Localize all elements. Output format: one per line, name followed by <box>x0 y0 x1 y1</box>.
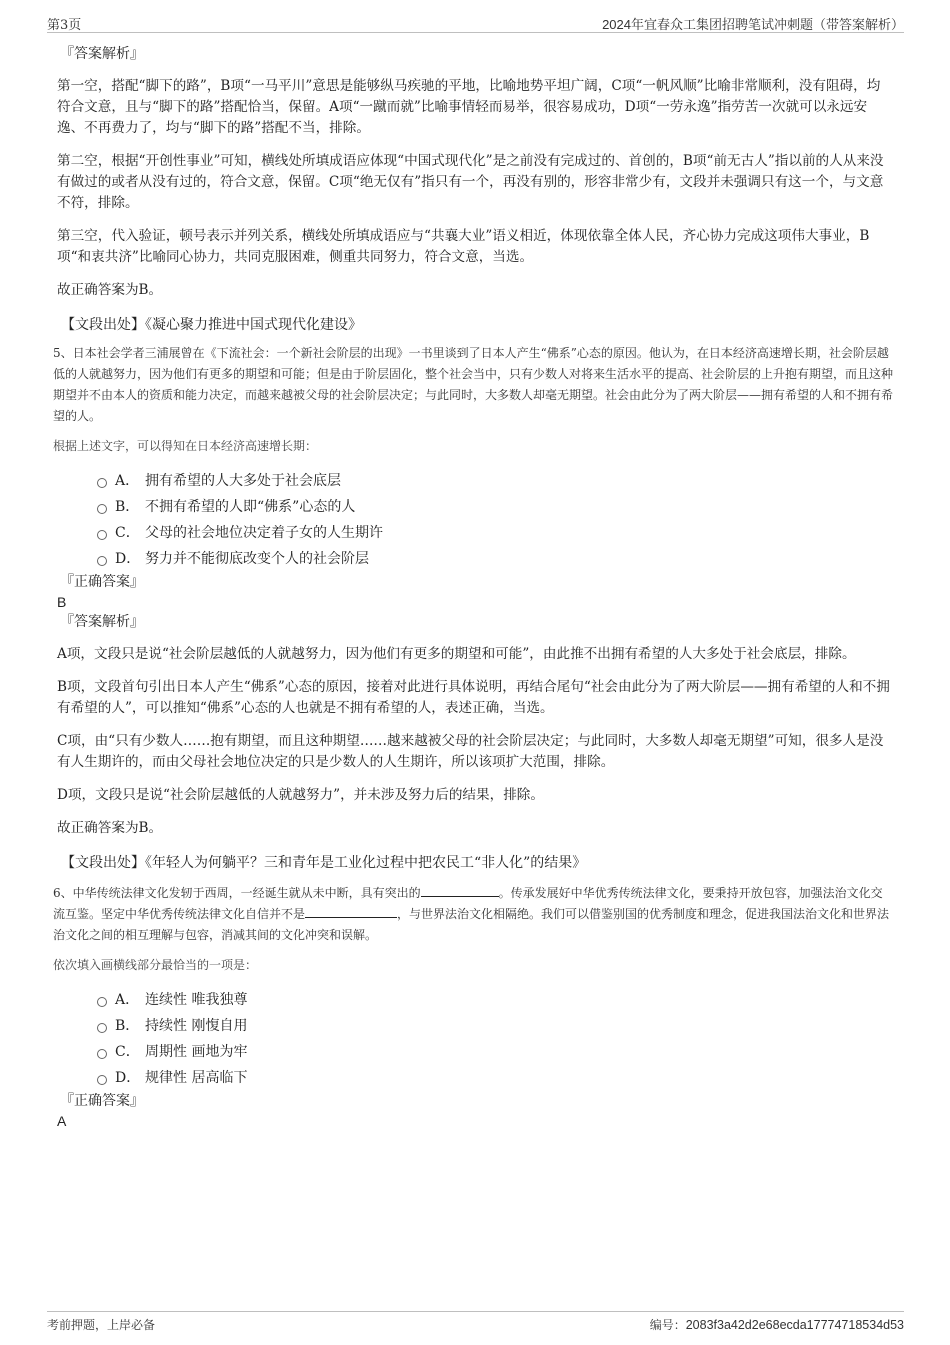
correct-answer-tag: 『正确答案』 <box>60 1093 144 1109</box>
fill-blank-2 <box>305 905 397 918</box>
analysis-paragraph: A项，文段只是说“社会阶层越低的人就越努力，因为他们有更多的期望和可能”，由此推不出拥有希望的人大多处于社会底层，排除。 <box>57 646 856 662</box>
option-c[interactable]: C． 父母的社会地位决定着子女的人生期许 <box>97 520 893 546</box>
radio-icon[interactable] <box>97 1049 107 1059</box>
question-6-prompt: 依次填入画横线部分最恰当的一项是： <box>53 958 258 972</box>
analysis-paragraph: D项，文段只是说“社会阶层越低的人就越努力”，并未涉及努力后的结果，排除。 <box>57 787 544 803</box>
radio-icon[interactable] <box>97 504 107 514</box>
document-code: 编号：2083f3a42d2e68ecda17774718534d53 <box>649 1318 904 1332</box>
option-c[interactable]: C． 周期性 画地为牢 <box>97 1039 893 1065</box>
analysis-paragraph: 第三空，代入验证，顿号表示并列关系，横线处所填成语应与“共襄大业”语义相近，体现依靠全体人民，齐心协力完成这项伟大事业，B项“和衷共济”比喻同心协力，共同克服困难，侧重共同努力，符合文意，当选。 <box>57 228 870 265</box>
question-5-text: 5、日本社会学者三浦展曾在《下流社会：一个新社会阶层的出现》一书里谈到了日本人产生“佛系”心态的原因。他认为，在日本经济高速增长期，社会阶层越低的人就越努力，因为他们有更多的期望和可能；但是由于阶层固化，整个社会当中，只有少数人对将来生活水平的提高、社会阶层的上升抱有期望，而且这种期望并不由本人的资质和能力决定，而越来越被父母的社会阶层决定；与此同时，大多数人却毫无期望。社会由此分为了两大阶层——拥有希望的人和不拥有希望的人。 <box>53 346 894 423</box>
question-5-options <box>97 468 893 572</box>
correct-answer: B <box>57 594 67 610</box>
page-footer <box>47 1311 904 1334</box>
option-d[interactable]: D． 规律性 居高临下 <box>97 1065 893 1091</box>
correct-answer-tag: 『正确答案』 <box>60 574 144 590</box>
radio-icon[interactable] <box>97 530 107 540</box>
analysis-conclusion: 故正确答案为B。 <box>57 282 163 298</box>
radio-icon[interactable] <box>97 1023 107 1033</box>
analysis-paragraph: 第一空，搭配“脚下的路”，B项“一马平川”意思是能够纵马疾驰的平地，比喻地势平坦广阔，C项“一帆风顺”比喻非常顺利，没有阻碍，均符合文意，且与“脚下的路”搭配恰当，保留。A项“一蹴而就”比喻事情轻而易举，很容易成功，D项“一劳永逸”指劳苦一次就可以永远安逸、不再费力了，均与“脚下的路”搭配不当，排除。 <box>57 78 881 136</box>
analysis-tag: 『答案解析』 <box>60 46 144 62</box>
question-6-text: 6、中华传统法律文化发轫于西周，一经诞生就从未中断，具有突出的 。传承发展好中华优秀传统法律文化，要秉持开放包容，加强法治文化交流互鉴。坚定中华优秀传统法律文化自信并不是 ，与世界法治文化相隔绝。我们可以借鉴别国的优秀制度和理念，促进我国法治文化和世界法治文化之间的相互理解与包容，消减其间的文化冲突和误解。 <box>53 886 890 942</box>
option-a[interactable]: A． 连续性 唯我独尊 <box>97 987 893 1013</box>
analysis-tag: 『答案解析』 <box>60 614 144 630</box>
analysis-paragraph: B项，文段首句引出日本人产生“佛系”心态的原因，接着对此进行具体说明，再结合尾句“社会由此分为了两大阶层——拥有希望的人和不拥有希望的人”，可以推知“佛系”心态的人也就是不拥有希望的人，表述正确，当选。 <box>57 679 890 716</box>
option-b[interactable]: B． 不拥有希望的人即“佛系”心态的人 <box>97 494 893 520</box>
option-d[interactable]: D． 努力并不能彻底改变个人的社会阶层 <box>97 546 893 572</box>
radio-icon[interactable] <box>97 478 107 488</box>
page-number: 第3页 <box>47 18 82 33</box>
footer-slogan: 考前押题，上岸必备 <box>47 1318 156 1332</box>
analysis-paragraph: C项，由“只有少数人……抱有期望，而且这种期望……越来越被父母的社会阶层决定；与此同时，大多数人却毫无期望”可知，很多人是没有人生期许的，而由父母社会地位决定的只是少数人的人生期许，所以该项扩大范围，排除。 <box>57 733 884 770</box>
radio-icon[interactable] <box>97 556 107 566</box>
page-content <box>53 44 894 1131</box>
question-6-options <box>97 987 893 1091</box>
page-header <box>47 14 904 33</box>
analysis-conclusion: 故正确答案为B。 <box>57 820 163 836</box>
fill-blank-1 <box>421 884 499 897</box>
source-citation: 【文段出处】《年轻人为何躺平？三和青年是工业化过程中把农民工“非人化”的结果》 <box>61 855 587 871</box>
source-citation: 【文段出处】《凝心聚力推进中国式现代化建设》 <box>61 317 362 333</box>
correct-answer: A <box>57 1113 67 1129</box>
radio-icon[interactable] <box>97 997 107 1007</box>
analysis-paragraph: 第二空，根据“开创性事业”可知，横线处所填成语应体现“中国式现代化”是之前没有完成过的、首创的，B项“前无古人”指以前的人从来没有做过的或者从没有过的，符合文意，保留。C项“绝无仅有”指只有一个，再没有别的，形容非常少有，文段并未强调只有这一个，与文意不符，排除。 <box>57 153 884 211</box>
document-title: 2024年宜春众工集团招聘笔试冲刺题（带答案解析） <box>602 17 904 32</box>
radio-icon[interactable] <box>97 1075 107 1085</box>
option-b[interactable]: B． 持续性 刚愎自用 <box>97 1013 893 1039</box>
option-a[interactable]: A． 拥有希望的人大多处于社会底层 <box>97 468 893 494</box>
question-5-prompt: 根据上述文字，可以得知在日本经济高速增长期： <box>53 439 318 453</box>
